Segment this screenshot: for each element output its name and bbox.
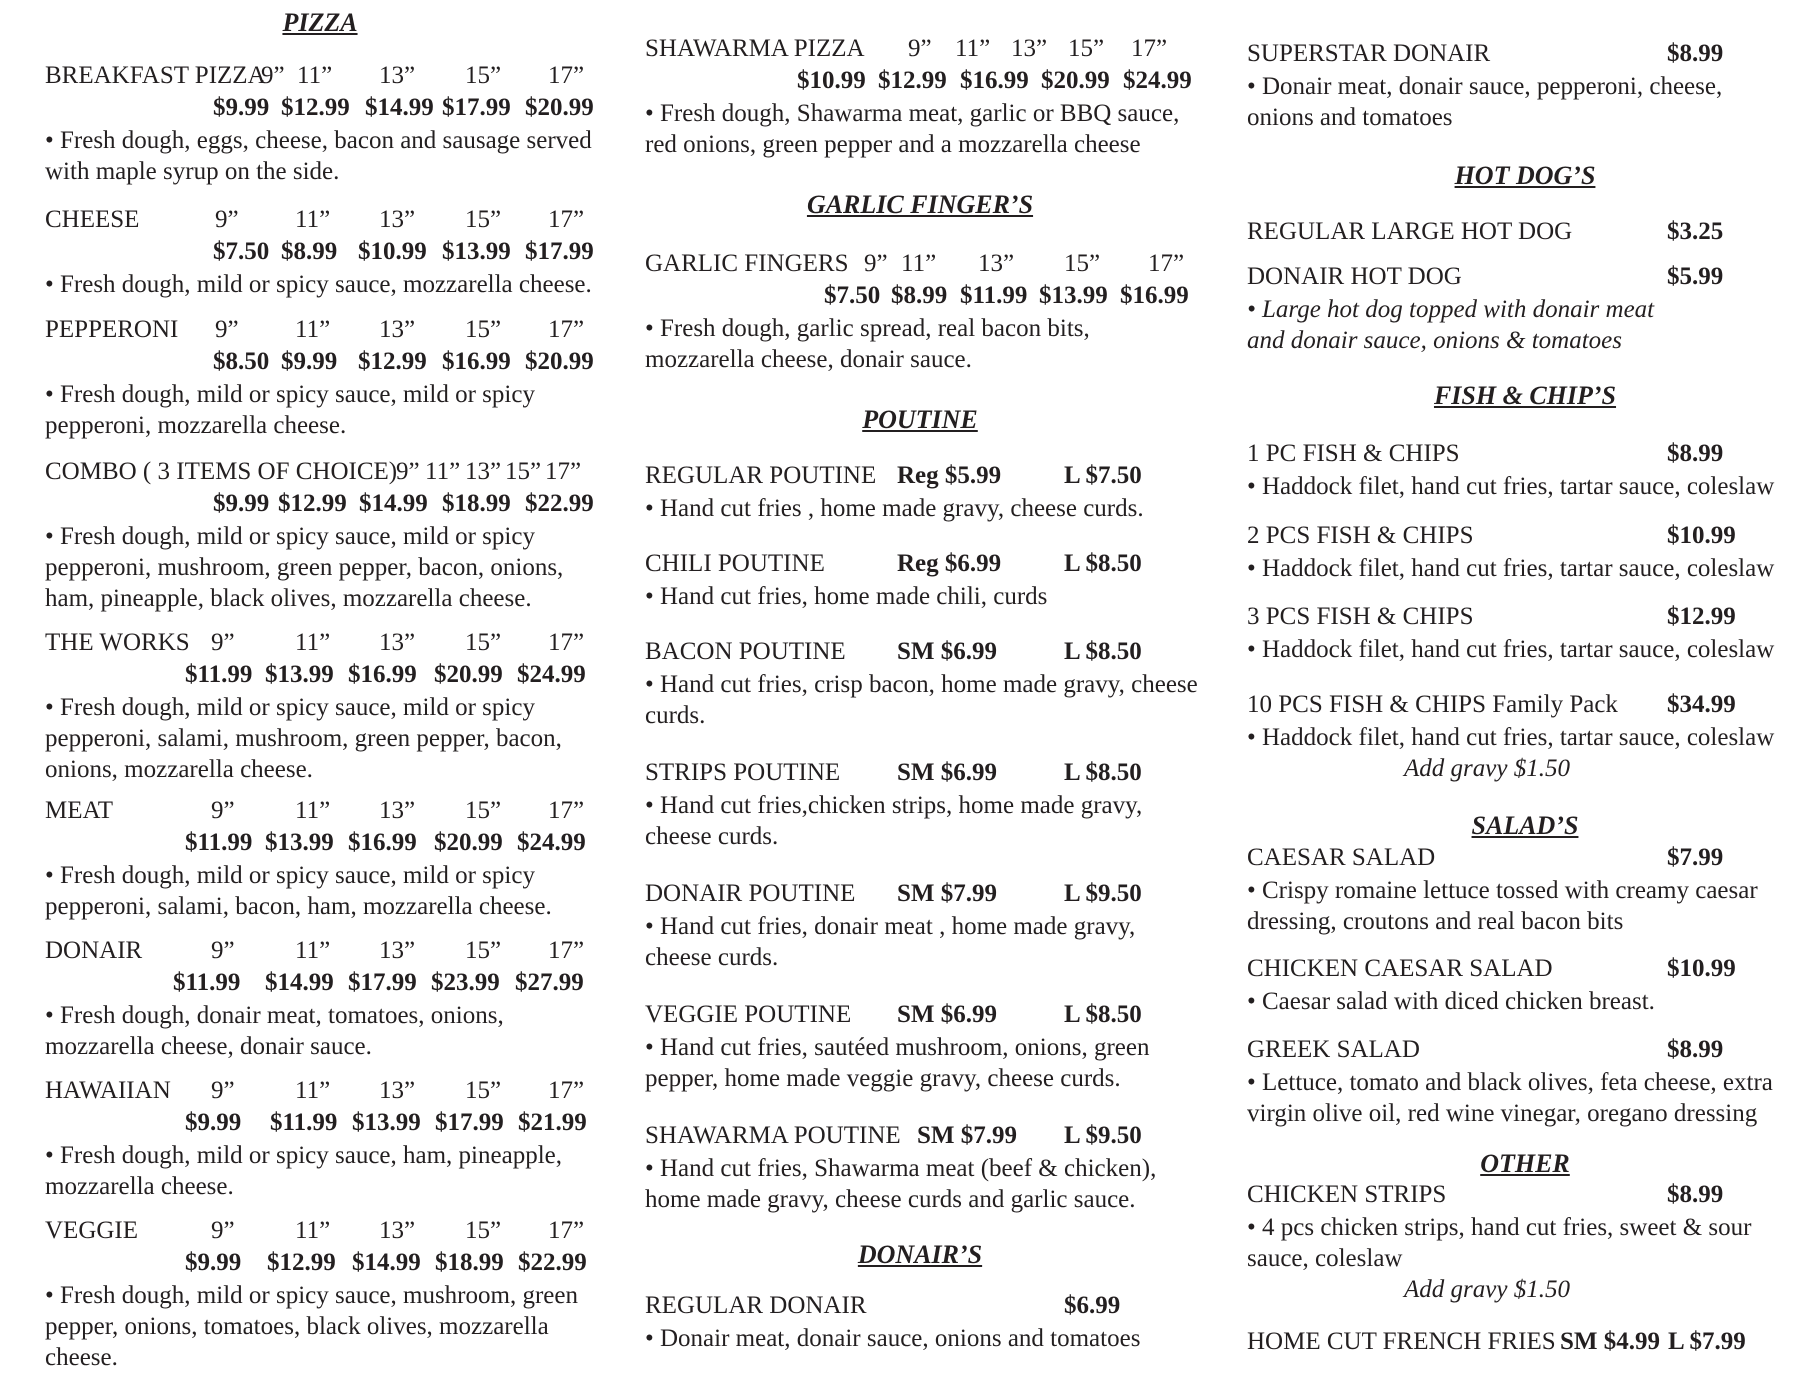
item-description: • Fresh dough, mild or spicy sauce, mild or spicy pepperoni, salami, mushroom, green pepper, bacon, onions, mozzarella cheese. [45, 694, 562, 783]
price: $16.99 [960, 67, 1029, 94]
price: $14.99 [265, 969, 334, 996]
size-label: 9” [864, 250, 888, 277]
item-description: • Hand cut fries, donair meat , home made gravy, cheese curds. [645, 913, 1136, 971]
item-description: • Fresh dough, mild or spicy sauce, mild or spicy pepperoni, mushroom, green pepper, bacon, onions, ham, pineapple, black olives, mozzarella cheese. [45, 523, 564, 612]
price: $8.99 [1667, 40, 1724, 67]
item-name: REGULAR DONAIR [645, 1292, 867, 1319]
price: $12.99 [878, 67, 947, 94]
size-label: 11” [295, 1217, 331, 1244]
price: $22.99 [525, 490, 594, 517]
item-name: CHILI POUTINE [645, 550, 825, 577]
size-label: 13” [379, 1217, 416, 1244]
item-name: SUPERSTAR DONAIR [1247, 40, 1491, 67]
item-name: BREAKFAST PIZZA [45, 62, 266, 89]
price: $9.99 [185, 1109, 242, 1136]
small-price: Reg $6.99 [897, 550, 1002, 577]
item-name: 3 PCS FISH & CHIPS [1247, 603, 1474, 630]
size-label: 13” [379, 62, 416, 89]
menu-item-home-cut-french-fries [1247, 1326, 1787, 1358]
item-name: VEGGIE [45, 1217, 139, 1244]
menu-item-hawaiian-pizza [45, 1075, 605, 1202]
size-label: 15” [1064, 250, 1101, 277]
item-description: • Large hot dog topped with donair meat and donair sauce, onions & tomatoes [1247, 296, 1655, 354]
price: $12.99 [1667, 603, 1736, 630]
item-name: CHICKEN STRIPS [1247, 1181, 1447, 1208]
item-name: DONAIR POUTINE [645, 880, 856, 907]
menu-item-veggie-pizza [45, 1215, 605, 1373]
small-price: SM $6.99 [897, 759, 997, 786]
item-description: • Haddock filet, hand cut fries, tartar sauce, coleslaw [1247, 724, 1775, 751]
size-label: 17” [1148, 250, 1185, 277]
price: $9.99 [281, 348, 338, 375]
size-label: 13” [379, 629, 416, 656]
menu-item-combo-pizza [45, 456, 605, 614]
size-label: 13” [1011, 35, 1048, 62]
price: $16.99 [442, 348, 511, 375]
item-name: BACON POUTINE [645, 638, 846, 665]
add-gravy-note: Add gravy $1.50 [1404, 755, 1570, 782]
menu-item-regular-poutine [645, 460, 1205, 524]
item-name: HOME CUT FRENCH FRIES [1247, 1328, 1556, 1355]
item-description: • Fresh dough, donair meat, tomatoes, onions, mozzarella cheese, donair sauce. [45, 1002, 504, 1060]
price: $13.99 [1039, 282, 1108, 309]
item-name: 1 PC FISH & CHIPS [1247, 440, 1460, 467]
size-label: 9” [215, 316, 239, 343]
price: $9.99 [213, 490, 270, 517]
price: $8.99 [891, 282, 948, 309]
size-label: 17” [548, 629, 585, 656]
price: $11.99 [173, 969, 241, 996]
item-description: • Fresh dough, mild or spicy sauce, mushroom, green pepper, onions, tomatoes, black olives, mozzarella cheese. [45, 1282, 578, 1371]
price: $14.99 [352, 1249, 421, 1276]
price: $8.99 [281, 238, 338, 265]
size-label: 17” [548, 62, 585, 89]
price: $17.99 [525, 238, 594, 265]
item-description: • Donair meat, donair sauce, pepperoni, cheese, onions and tomatoes [1247, 73, 1723, 131]
size-label: 15” [465, 1077, 502, 1104]
price: $7.50 [213, 238, 270, 265]
size-label: 11” [297, 62, 333, 89]
other-heading: OTHER [1480, 1149, 1570, 1178]
size-label: 15” [465, 629, 502, 656]
menu-item-bacon-poutine [645, 636, 1205, 731]
size-label: 15” [465, 316, 502, 343]
menu-item-regular-large-hot-dog [1247, 216, 1787, 248]
price: $13.99 [442, 238, 511, 265]
small-price: SM $7.99 [897, 880, 997, 907]
item-description: • 4 pcs chicken strips, hand cut fries, sweet & sour sauce, coleslaw [1247, 1214, 1752, 1272]
item-name: 10 PCS FISH & CHIPS Family Pack [1247, 691, 1618, 718]
small-price: Reg $5.99 [897, 462, 1002, 489]
price: $13.99 [265, 661, 334, 688]
size-label: 9” [211, 797, 235, 824]
large-price: L $8.50 [1064, 1001, 1142, 1028]
price: $22.99 [518, 1249, 587, 1276]
size-label: 11” [295, 937, 331, 964]
menu-item-meat-pizza [45, 795, 605, 922]
menu-item-shawarma-poutine [645, 1120, 1205, 1215]
item-name: PEPPERONI [45, 316, 179, 343]
price: $20.99 [525, 94, 594, 121]
price: $12.99 [281, 94, 350, 121]
price: $17.99 [435, 1109, 504, 1136]
size-label: 11” [901, 250, 937, 277]
price: $23.99 [431, 969, 500, 996]
item-description: • Hand cut fries , home made gravy, cheese curds. [645, 495, 1144, 522]
item-description: • Donair meat, donair sauce, onions and tomatoes [645, 1325, 1141, 1352]
price: $17.99 [442, 94, 511, 121]
price: $34.99 [1667, 691, 1736, 718]
item-description: • Fresh dough, mild or spicy sauce, mozzarella cheese. [45, 271, 592, 298]
price: $14.99 [359, 490, 428, 517]
item-name: GREEK SALAD [1247, 1036, 1420, 1063]
price: $6.99 [1064, 1292, 1121, 1319]
price: $8.50 [213, 348, 270, 375]
item-description: • Fresh dough, mild or spicy sauce, ham, pineapple, mozzarella cheese. [45, 1142, 562, 1200]
size-label: 13” [379, 937, 416, 964]
price: $9.99 [213, 94, 270, 121]
size-label: 13” [379, 206, 416, 233]
price: $17.99 [348, 969, 417, 996]
price: $13.99 [352, 1109, 421, 1136]
price: $24.99 [517, 661, 586, 688]
price: $9.99 [185, 1249, 242, 1276]
large-price: L $8.50 [1064, 638, 1142, 665]
item-name: MEAT [45, 797, 114, 824]
price: $21.99 [518, 1109, 587, 1136]
price: $16.99 [1120, 282, 1189, 309]
menu-item-garlic-fingers [645, 248, 1205, 375]
large-price: L $7.50 [1064, 462, 1142, 489]
menu-item-strips-poutine [645, 757, 1205, 852]
hot-dogs-heading: HOT DOG’S [1454, 161, 1596, 190]
item-description: • Hand cut fries, crisp bacon, home made gravy, cheese curds. [645, 671, 1198, 729]
price: $18.99 [435, 1249, 504, 1276]
price: $7.99 [1667, 844, 1724, 871]
size-label: 9” [261, 62, 285, 89]
large-price: L $7.99 [1668, 1328, 1746, 1355]
price: $11.99 [960, 282, 1028, 309]
menu-item-regular-donair [645, 1290, 1205, 1354]
item-name: THE WORKS [45, 629, 190, 656]
price: $18.99 [442, 490, 511, 517]
item-name: GARLIC FINGERS [645, 250, 849, 277]
price: $10.99 [358, 238, 427, 265]
menu-item-greek-salad [1247, 1034, 1787, 1129]
item-description: • Lettuce, tomato and black olives, feta cheese, extra virgin olive oil, red wine vinegar, oregano dressing [1247, 1069, 1773, 1127]
large-price: L $9.50 [1064, 880, 1142, 907]
menu-item-shawarma-pizza [645, 33, 1205, 160]
garlic-fingers-heading: GARLIC FINGER’S [806, 190, 1034, 219]
item-name: SHAWARMA POUTINE [645, 1122, 901, 1149]
size-label: 9” [211, 937, 235, 964]
menu-item-donair-poutine [645, 878, 1205, 973]
price: $8.99 [1667, 1181, 1724, 1208]
item-name: REGULAR LARGE HOT DOG [1247, 218, 1573, 245]
price: $8.99 [1667, 1036, 1724, 1063]
size-label: 15” [465, 1217, 502, 1244]
small-price: SM $7.99 [917, 1122, 1017, 1149]
item-name: REGULAR POUTINE [645, 462, 877, 489]
small-price: SM $4.99 [1560, 1328, 1660, 1355]
menu-item-chili-poutine [645, 548, 1205, 612]
item-description: • Fresh dough, garlic spread, real bacon bits, mozzarella cheese, donair sauce. [645, 315, 1090, 373]
size-label: 9” [215, 206, 239, 233]
size-label: 11” [295, 629, 331, 656]
item-name: 2 PCS FISH & CHIPS [1247, 522, 1474, 549]
menu-item-breakfast-pizza [45, 60, 605, 187]
size-label: 13” [465, 458, 502, 485]
price: $13.99 [265, 829, 334, 856]
item-name: STRIPS POUTINE [645, 759, 841, 786]
menu-item-the-works-pizza [45, 627, 605, 785]
menu-item-chicken-caesar-salad [1247, 953, 1787, 1017]
pizza-heading: PIZZA [282, 8, 358, 37]
size-label: 13” [978, 250, 1015, 277]
price: $20.99 [434, 829, 503, 856]
size-label: 11” [295, 797, 331, 824]
size-label: 9” [211, 1217, 235, 1244]
price: $11.99 [185, 829, 253, 856]
price: $16.99 [348, 829, 417, 856]
price: $8.99 [1667, 440, 1724, 467]
item-name: SHAWARMA PIZZA [645, 35, 865, 62]
price: $11.99 [270, 1109, 338, 1136]
size-label: 17” [548, 937, 585, 964]
menu-item-2-pcs-fish-and-chips [1247, 520, 1787, 584]
price: $12.99 [358, 348, 427, 375]
price: $12.99 [267, 1249, 336, 1276]
size-label: 9” [211, 1077, 235, 1104]
menu-item-1-pc-fish-and-chips [1247, 438, 1787, 502]
small-price: SM $6.99 [897, 638, 997, 665]
fish-and-chips-heading: FISH & CHIP’S [1433, 381, 1617, 410]
item-description: • Fresh dough, mild or spicy sauce, mild or spicy pepperoni, salami, bacon, ham, mozzarella cheese. [45, 862, 552, 920]
price: $24.99 [1123, 67, 1192, 94]
size-label: 17” [548, 1217, 585, 1244]
size-label: 11” [425, 458, 461, 485]
item-name: DONAIR [45, 937, 143, 964]
size-label: 15” [505, 458, 542, 485]
size-label: 17” [545, 458, 582, 485]
size-label: 13” [379, 1077, 416, 1104]
size-label: 17” [548, 316, 585, 343]
menu-item-superstar-donair [1247, 38, 1787, 133]
price: $10.99 [797, 67, 866, 94]
item-description: • Haddock filet, hand cut fries, tartar sauce, coleslaw [1247, 473, 1775, 500]
item-name: HAWAIIAN [45, 1077, 171, 1104]
large-price: L $9.50 [1064, 1122, 1142, 1149]
price: $27.99 [515, 969, 584, 996]
menu-item-10-pcs-fish-and-chips [1247, 689, 1787, 784]
price: $24.99 [517, 829, 586, 856]
size-label: 17” [548, 797, 585, 824]
size-label: 15” [465, 937, 502, 964]
item-description: • Hand cut fries, sautéed mushroom, onions, green pepper, home made veggie gravy, cheese curds. [645, 1034, 1150, 1092]
large-price: L $8.50 [1064, 759, 1142, 786]
size-label: 15” [1068, 35, 1105, 62]
price: $16.99 [348, 661, 417, 688]
item-description: • Hand cut fries, home made chili, curds [645, 583, 1048, 610]
item-name: VEGGIE POUTINE [645, 1001, 852, 1028]
item-description: • Fresh dough, eggs, cheese, bacon and sausage served with maple syrup on the side. [45, 127, 592, 185]
menu-item-3-pcs-fish-and-chips [1247, 601, 1787, 665]
small-price: SM $6.99 [897, 1001, 997, 1028]
size-label: 11” [295, 316, 331, 343]
price: $11.99 [185, 661, 253, 688]
item-description: • Crispy romaine lettuce tossed with creamy caesar dressing, croutons and real bacon bits [1247, 877, 1758, 935]
item-description: • Fresh dough, Shawarma meat, garlic or BBQ sauce, red onions, green pepper and a mozzarella cheese [645, 100, 1180, 158]
price: $14.99 [365, 94, 434, 121]
item-name: COMBO ( 3 ITEMS OF CHOICE) [45, 458, 398, 485]
menu-item-pepperoni-pizza [45, 314, 605, 441]
item-description: • Hand cut fries,chicken strips, home made gravy, cheese curds. [645, 792, 1143, 850]
size-label: 9” [908, 35, 932, 62]
price: $20.99 [525, 348, 594, 375]
size-label: 15” [465, 206, 502, 233]
size-label: 13” [379, 797, 416, 824]
price: $10.99 [1667, 955, 1736, 982]
item-name: DONAIR HOT DOG [1247, 263, 1462, 290]
item-description: • Fresh dough, mild or spicy sauce, mild or spicy pepperoni, mozzarella cheese. [45, 381, 535, 439]
menu-item-cheese-pizza [45, 204, 605, 300]
price: $7.50 [824, 282, 881, 309]
donairs-heading: DONAIR’S [857, 1240, 983, 1269]
item-description: • Hand cut fries, Shawarma meat (beef & chicken), home made gravy, cheese curds and garlic sauce. [645, 1155, 1157, 1213]
price: $20.99 [1041, 67, 1110, 94]
item-name: CHICKEN CAESAR SALAD [1247, 955, 1553, 982]
poutine-heading: POUTINE [862, 405, 978, 434]
menu-item-caesar-salad [1247, 842, 1787, 937]
price: $10.99 [1667, 522, 1736, 549]
size-label: 17” [548, 1077, 585, 1104]
large-price: L $8.50 [1064, 550, 1142, 577]
size-label: 17” [1131, 35, 1168, 62]
item-name: CAESAR SALAD [1247, 844, 1436, 871]
item-name: CHEESE [45, 206, 140, 233]
price: $12.99 [278, 490, 347, 517]
size-label: 11” [295, 206, 331, 233]
menu-item-donair-pizza [45, 935, 605, 1062]
size-label: 17” [548, 206, 585, 233]
size-label: 15” [465, 62, 502, 89]
menu-item-veggie-poutine [645, 999, 1205, 1094]
size-label: 15” [465, 797, 502, 824]
add-gravy-note: Add gravy $1.50 [1404, 1276, 1570, 1303]
price: $20.99 [434, 661, 503, 688]
menu-item-chicken-strips [1247, 1179, 1787, 1305]
size-label: 9” [396, 458, 420, 485]
price: $5.99 [1667, 263, 1724, 290]
size-label: 11” [955, 35, 991, 62]
size-label: 11” [295, 1077, 331, 1104]
item-description: • Haddock filet, hand cut fries, tartar sauce, coleslaw [1247, 636, 1775, 663]
item-description: • Haddock filet, hand cut fries, tartar sauce, coleslaw [1247, 555, 1775, 582]
item-description: • Caesar salad with diced chicken breast. [1247, 988, 1655, 1015]
salads-heading: SALAD’S [1471, 811, 1579, 840]
price: $3.25 [1667, 218, 1724, 245]
size-label: 13” [379, 316, 416, 343]
size-label: 9” [211, 629, 235, 656]
menu-item-donair-hot-dog [1247, 261, 1724, 356]
